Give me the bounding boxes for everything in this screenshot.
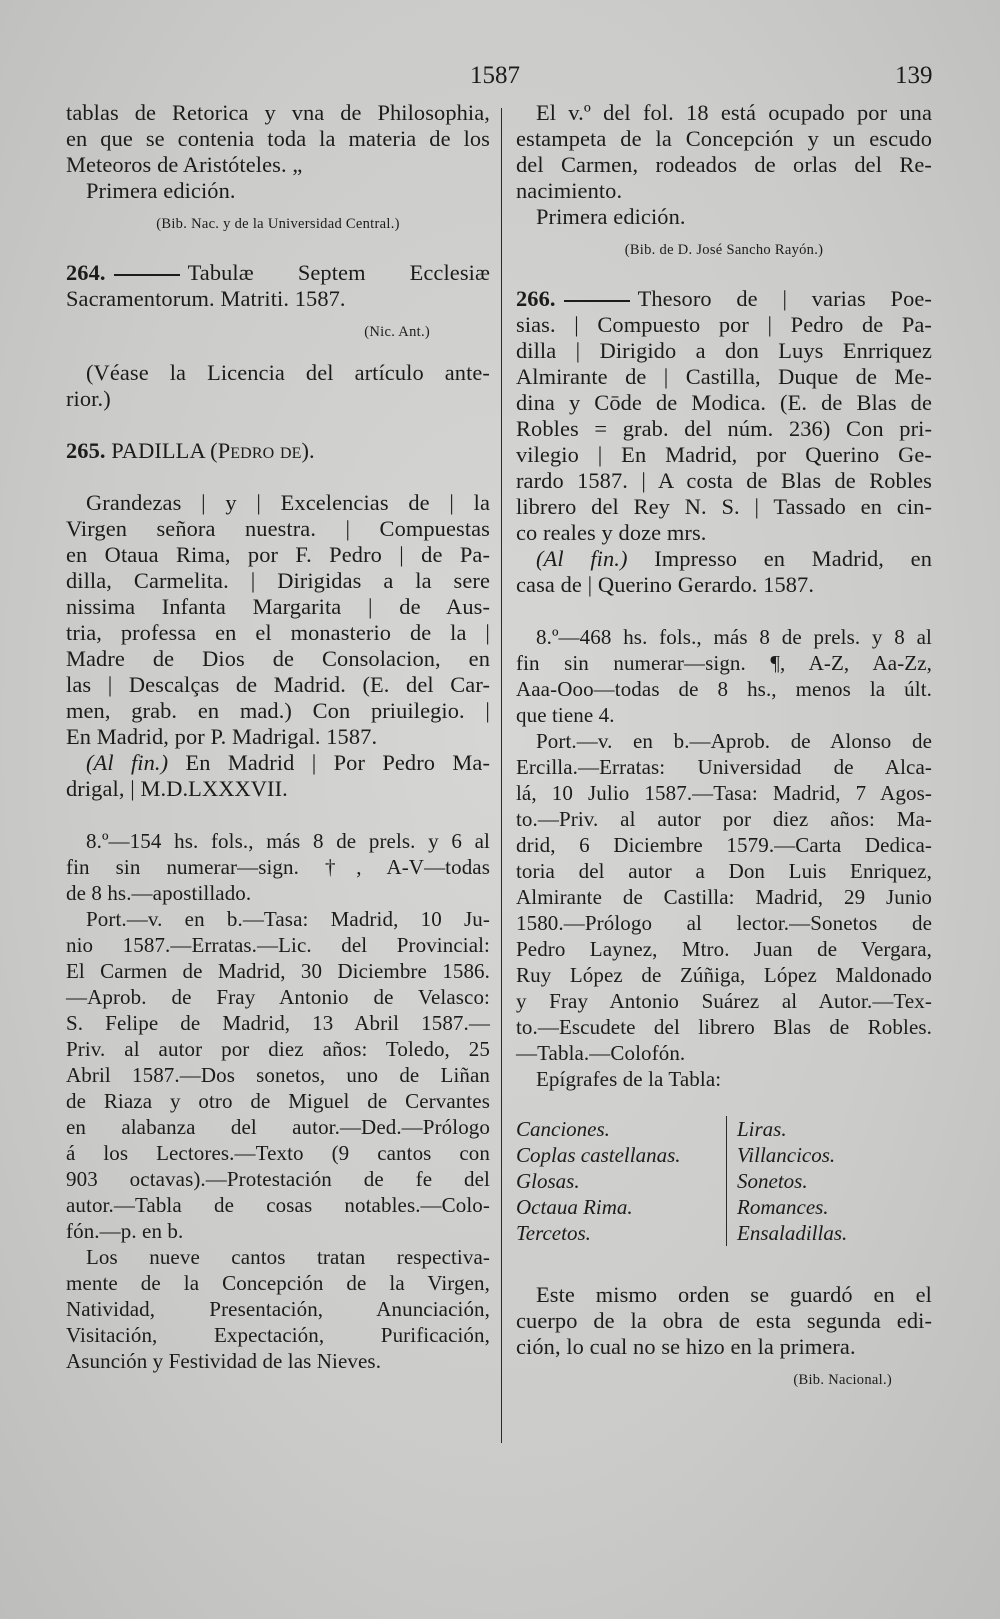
colophon-line: (Al fin.) En Madrid | Por Pedro Ma- [86,750,490,775]
title-line: dilla, Carmelita. | Dirigidas a la sere [66,568,490,593]
title-line: Almirante de | Castilla, Duque de Me- [516,364,932,389]
desc-line: toria del autor a Don Luis Enriquez, [516,859,932,883]
desc-line: Ruy López de Zúñiga, López Maldonado [516,963,932,987]
column-divider [501,108,502,1443]
title-line: nissima Infanta Margarita | de Aus- [66,594,490,619]
epigrafes-heading: Epígrafes de la Tabla: [536,1067,722,1091]
text-line: tablas de Retorica y vna de Philosophia, [66,100,490,125]
desc-line: to.—Priv. al autor por diez años: Ma- [516,807,932,831]
desc-line: lá, 10 Julio 1587.—Tasa: Madrid, 7 Agos- [516,781,932,805]
entry-265-heading [66,438,490,464]
title-line: Madre de Dios de Consolacion, en [66,646,490,671]
title-line: men, grab. en mad.) Con priuilegio. | [66,698,490,723]
title-line: tria, professa en el monasterio de la | [66,620,490,645]
source-note: (Bib. Nac. y de la Universidad Central.) [156,216,400,232]
epigrafe-item: Coplas castellanas. [516,1143,681,1167]
entry-title: Thesoro de | varias Poe- [637,286,932,311]
colophon-line: (Al fin.) Impresso en Madrid, en [536,546,932,571]
text-line: cuerpo de la obra de esta segunda edi- [516,1308,932,1333]
author-name-smallcaps: Pedro de [217,438,302,463]
al-fin-label: (Al fin.) [536,546,628,571]
epigrafe-item: Canciones. [516,1117,610,1141]
epigrafes-column-2 [727,1116,847,1246]
desc-line: S. Felipe de Madrid, 13 Abril 1587.— [66,1011,490,1035]
colophon-line: casa de | Querino Gerardo. 1587. [516,572,815,597]
source-note: (Bib. Nacional.) [793,1372,892,1388]
desc-line: —Tabla.—Colofón. [516,1041,686,1065]
title-line: dina y Cōde de Modica. (E. de Blas de [516,390,932,415]
title-line: en Otaua Rima, por F. Pedro | de Pa- [66,542,490,567]
text-line: estampeta de la Concepción y un escudo [516,126,932,151]
text-line: ción, lo cual no se hizo en la primera. [516,1334,856,1359]
desc-line: de 8 hs.—apostillado. [66,881,252,905]
entry-264-heading [66,260,490,286]
edition-note: Primera edición. [86,178,236,203]
desc-line: Priv. al autor por diez años: Toledo, 25 [66,1037,490,1061]
desc-line: de Riaza y otro de Miguel de Cervantes [66,1089,490,1113]
colophon-line: drigal, | M.D.LXXXVII. [66,776,288,801]
desc-line: nio 1587.—Erratas.—Lic. del Provincial: [66,933,490,957]
desc-line: que tiene 4. [516,703,615,727]
source-note: (Bib. de D. José Sancho Rayón.) [624,242,824,258]
epigrafe-item: Villancicos. [737,1143,836,1167]
desc-line: fin sin numerar—sign. †, A-V—todas [66,855,490,879]
epigrafe-item: Tercetos. [516,1221,591,1245]
epigrafe-item: Ensaladillas. [737,1221,848,1245]
desc-line: 8.º—154 hs. fols., más 8 de prels. y 6 al [86,829,490,853]
desc-line: autor.—Tabla de cosas notables.—Colo- [66,1193,490,1217]
text-line: nacimiento. [516,178,623,203]
desc-line: mente de la Concepción de la Virgen, [66,1271,490,1295]
dash-rule [564,300,630,302]
desc-line: Los nueve cantos tratan respectiva- [86,1245,490,1269]
title-line: sias. | Compuesto por | Pedro de Pa- [516,312,932,337]
page-number: 139 [895,62,933,89]
desc-line: El Carmen de Madrid, 30 Diciembre 1586. [66,959,490,983]
desc-line: Port.—v. en b.—Aprob. de Alonso de [536,729,932,753]
desc-line: Pedro Laynez, Mtro. Juan de Vergara, [516,937,932,961]
text-line: Sacramentorum. Matriti. 1587. [66,286,346,311]
desc-line: to.—Escudete del librero Blas de Robles. [516,1015,932,1039]
text-line: Meteoros de Aristóteles. „ [66,152,303,177]
epigrafe-item: Liras. [737,1117,787,1141]
desc-line: Ercilla.—Erratas: Universidad de Alca- [516,755,932,779]
text-line: El v.º del fol. 18 está ocupado por una [536,100,932,125]
desc-line: fón.—p. en b. [66,1219,184,1243]
text-line: (Véase la Licencia del artículo ante- [86,360,490,385]
title-line: Robles = grab. del núm. 236) Con pri- [516,416,932,441]
title-line: Virgen señora nuestra. | Compuestas [66,516,490,541]
epigrafe-item: Octaua Rima. [516,1195,633,1219]
desc-line: —Aprob. de Fray Antonio de Velasco: [66,985,490,1009]
author-name: PADILLA ( [111,438,218,463]
desc-line: Almirante de Castilla: Madrid, 29 Junio [516,885,932,909]
epigrafes-table [516,1116,932,1246]
epigrafe-item: Sonetos. [737,1169,808,1193]
desc-line: á los Lectores.—Texto (9 cantos con [66,1141,490,1165]
entry-number: 264. [66,260,106,285]
desc-line: en alabanza del autor.—Ded.—Prólogo [66,1115,490,1139]
epigrafe-item: Glosas. [516,1169,580,1193]
author-name-end: ). [301,438,315,463]
desc-line: Port.—v. en b.—Tasa: Madrid, 10 Ju- [86,907,490,931]
source-note: (Nic. Ant.) [364,324,430,340]
running-head-year: 1587 [470,62,520,89]
desc-line: y Fray Antonio Suárez al Autor.—Tex- [516,989,932,1013]
desc-line: fin sin numerar—sign. ¶, A-Z, Aa-Zz, [516,651,932,675]
entry-number: 266. [516,286,556,311]
entry-number: 265. [66,438,106,463]
text-line: del Carmen, rodeados de orlas del Re- [516,152,932,177]
text-line: en que se contenia toda la materia de los [66,126,490,151]
al-fin-label: (Al fin.) [86,750,169,775]
left-column [66,100,490,1374]
title-line: librero del Rey N. S. | Tassado en cin- [516,494,932,519]
edition-note: Primera edición. [536,204,686,229]
desc-line: Visitación, Expectación, Purificación, [66,1323,490,1347]
title-line: En Madrid, por P. Madrigal. 1587. [66,724,378,749]
desc-line: Aaa-Ooo—todas de 8 hs., menos la últ. [516,677,932,701]
title-line: dilla | Dirigido a don Luys Enrriquez [516,338,932,363]
title-line: vilegio | En Madrid, por Querino Ge- [516,442,932,467]
dash-rule [114,274,180,276]
desc-line: drid, 6 Diciembre 1579.—Carta Dedica- [516,833,932,857]
desc-line: 8.º—468 hs. fols., más 8 de prels. y 8 al [536,625,932,649]
right-column [516,100,932,1390]
title-line: rardo 1587. | A costa de Blas de Robles [516,468,932,493]
desc-line: Abril 1587.—Dos sonetos, uno de Liñan [66,1063,490,1087]
desc-line: Natividad, Presentación, Anunciación, [66,1297,490,1321]
title-line: Grandezas | y | Excelencias de | la [86,490,490,515]
desc-line: 1580.—Prólogo al lector.—Sonetos de [516,911,932,935]
epigrafe-item: Romances. [737,1195,829,1219]
text-line: rior.) [66,386,111,411]
epigrafes-column-1 [516,1116,727,1246]
text-line: Este mismo orden se guardó en el [536,1282,932,1307]
title-line: las | Descalças de Madrid. (E. del Car- [66,672,490,697]
title-line: co reales y doze mrs. [516,520,707,545]
entry-266-heading [516,286,932,312]
entry-title: Tabulæ Septem Ecclesiæ [187,260,490,285]
desc-line: Asunción y Festividad de las Nieves. [66,1349,382,1373]
desc-line: 903 octavas).—Protestación de fe del [66,1167,490,1191]
